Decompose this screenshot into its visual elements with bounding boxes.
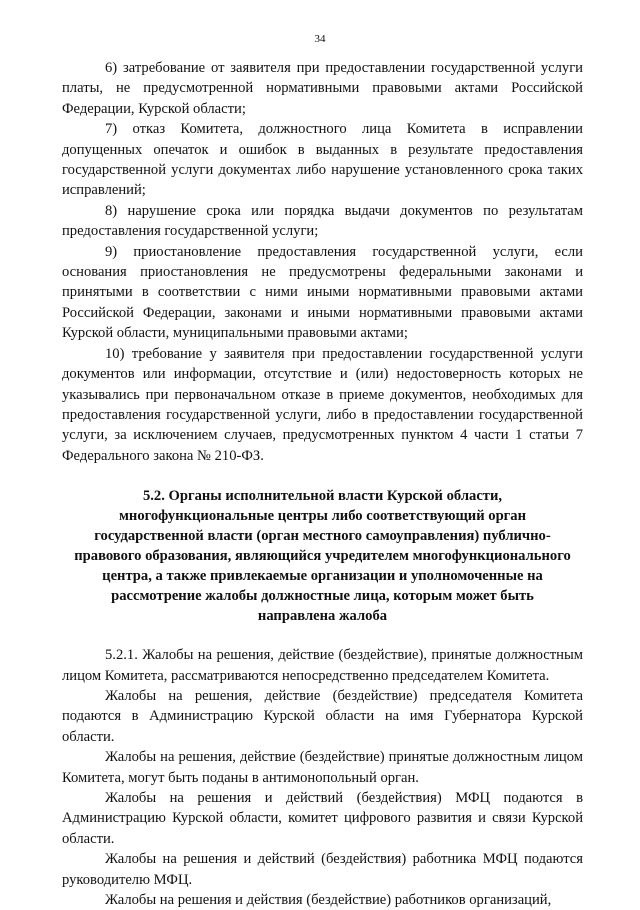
section-heading: 5.2. Органы исполнительной власти Курской области, многофункциональные центры либо соответствующий орган государственной власти (орган местного самоуправления) публично-правового образования, являющийся учредителем многофункционального центра, а также привлекаемые организации и уполномоченные на рассмотрение жалобы должностные лица, которым может быть направлена жалоба — [74, 488, 571, 625]
list-item-10: 10) требование у заявителя при предоставлении государственной услуги документов или информации, отсутствие и (или) недостоверность которых не указывались при первоначальном отказе в приеме документов, необходимых для предоставления государственной услуги, либо в предоставлении государственной услуги, за исключением случаев, предусмотренных пунктом 4 части 1 статьи 7 Федерального закона № 210-ФЗ. — [62, 345, 583, 464]
document-body — [62, 58, 583, 910]
paragraph-mfc-worker-complaints: Жалобы на решения и действий (бездействия) работника МФЦ подаются руководителю МФЦ. — [62, 851, 583, 888]
list-item-6: 6) затребование от заявителя при предоставлении государственной услуги платы, не предусмотренной нормативными правовыми актами Российской Федерации, Курской области; — [62, 60, 583, 117]
paragraph-organizations-complaints: Жалобы на решения и действия (бездействие) работников организаций, — [105, 892, 552, 908]
list-item-7: 7) отказ Комитета, должностного лица Комитета в исправлении допущенных опечаток и ошибок в выданных в результате предоставления государственной услуги документах либо нарушение установленного срока таких исправлений; — [62, 121, 583, 199]
list-item-8: 8) нарушение срока или порядка выдачи документов по результатам предоставления государственной услуги; — [62, 202, 583, 240]
paragraph-antimonopoly: Жалобы на решения, действие (бездействие) принятые должностным лицом Комитета, могут быть поданы в антимонопольный орган. — [62, 749, 583, 786]
list-item-9: 9) приостановление предоставления государственной услуги, если основания приостановления не предусмотрены федеральными законами и принятыми в соответствии с ними иными нормативными правовыми актами Российской Федерации, законами и иными нормативными правовыми актами Курской области, муниципальными правовыми актами; — [62, 243, 583, 342]
paragraph-chairman-complaints: Жалобы на решения, действие (бездействие) председателя Комитета подаются в Администрацию Курской области на имя Губернатора Курской области. — [62, 687, 583, 745]
paragraph-5-2-1: 5.2.1. Жалобы на решения, действие (бездействие), принятые должностным лицом Комитета, рассматриваются непосредственно председателем Комитета. — [62, 647, 583, 684]
paragraph-mfc-complaints: Жалобы на решения и действий (бездействия) МФЦ подаются в Администрацию Курской области, комитет цифрового развития и связи Курской области. — [62, 789, 583, 847]
page-number: 34 — [314, 33, 326, 45]
